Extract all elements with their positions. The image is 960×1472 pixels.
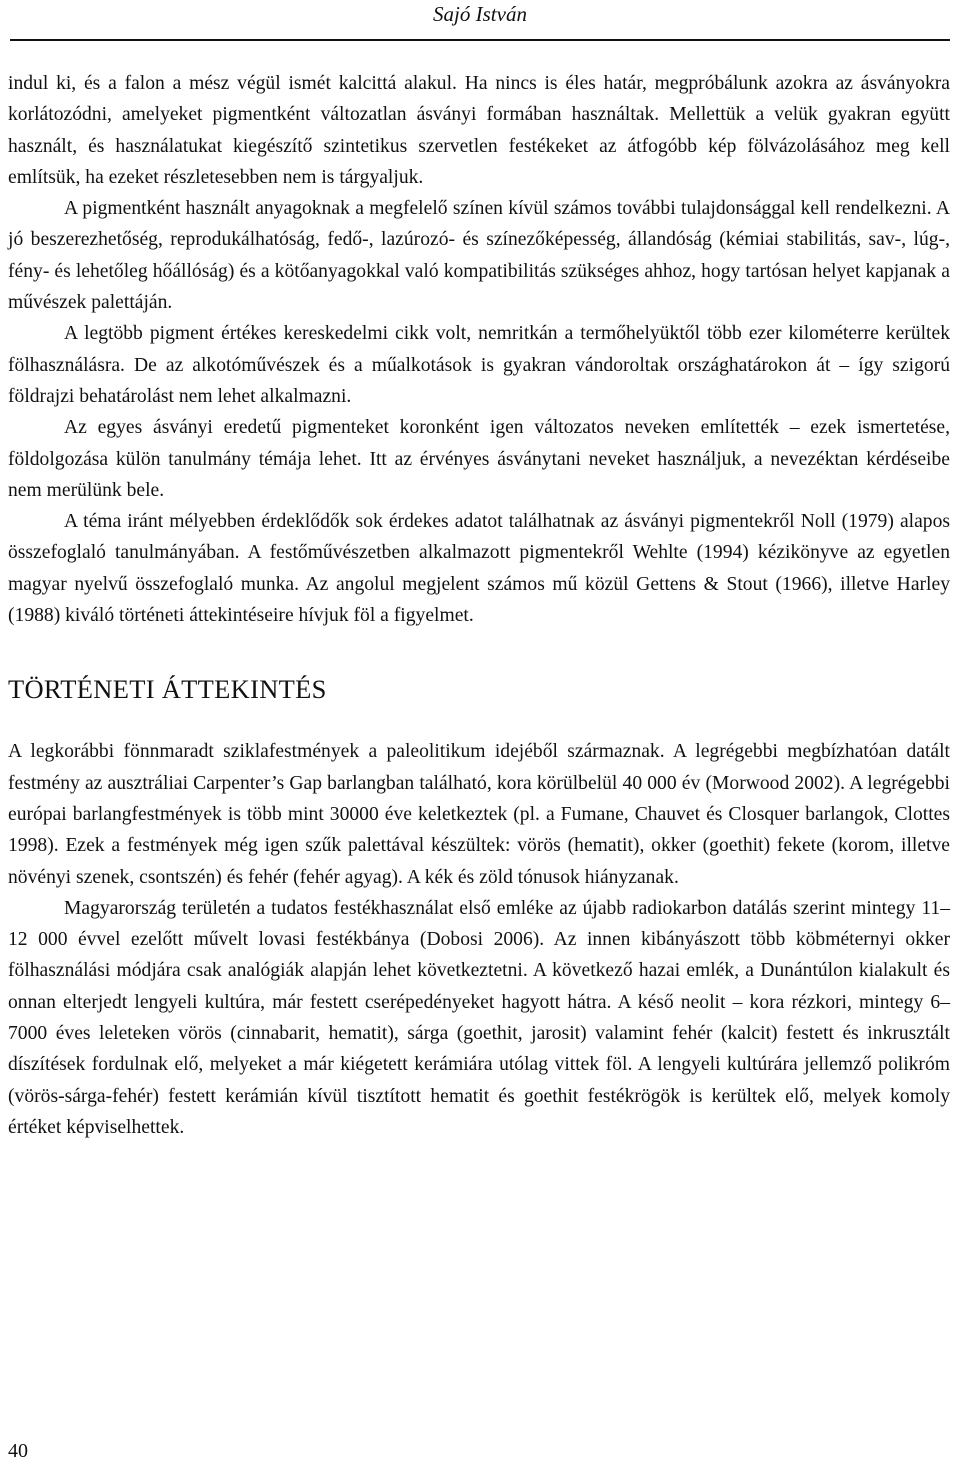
paragraph: A téma iránt mélyebben érdeklődők sok érdekes adatot találhatnak az ásványi pigmentekről Noll (1979) alapos összefoglaló tanulmányában. A festőművészetben alkalmazott pigmentekről Wehlte (1994) kézikönyve az egyetlen magyar nyelvű összefoglaló munka. Az angolul megjelent számos mű közül Gettens & Stout (1966), illetve Harley (1988) kiváló történeti áttekintéseire hívjuk föl a figyelmet. (8, 511, 950, 627)
paragraph: A legkorábbi fönnmaradt sziklafestmények a paleolitikum idejéből származnak. A legrégebbi megbízhatóan datált festmény az ausztráliai Carpenter’s Gap barlangban található, kora körülbelül 40 000 év (Morwood 2002). A legrégebbi európai barlangfestmények is több mint 30000 éve keletkeztek (pl. a Fumane, Chauvet és Closquer barlangok, Clottes 1998). Ezek a festmények még igen szűk palettával készültek: vörös (hematit), okker (goethit) fekete (korom, illetve növényi szenek, csontszén) és fehér (fehér agyag). A kék és zöld tónusok hiányzanak. (8, 741, 950, 888)
section-heading: TÖRTÉNETI ÁTTEKINTÉS (8, 674, 327, 705)
header-rule (10, 39, 950, 41)
paragraph: Az egyes ásványi eredetű pigmenteket koronként igen változatos neveken említették – ezek ismertetése, földolgozása külön tanulmány témája lehet. Itt az érvényes ásványtani neveket használjuk, a nevezéktan kérdéseibe nem merülünk bele. (8, 417, 950, 501)
page-number: 40 (8, 1440, 28, 1462)
paragraph: Magyarország területén a tudatos festékhasználat első emléke az újabb radiokarbon datálás szerint mintegy 11–12 000 évvel ezelőtt művelt lovasi festékbánya (Dobosi 2006). Az innen kibányászott több köbméternyi okker fölhasználási módjára csak analógiák alapján lehet következtetni. A következő hazai emlék, a Dunántúlon kialakult és onnan elterjedt lengyeli kultúra, már festett cserépedényeket hagyott hátra. A késő neolit – kora rézkori, mintegy 6–7000 éves leleteken vörös (cinnabarit, hematit), sárga (goethit, jarosit) valamint fehér (kalcit) festett és inkrusztált díszítések fordulnak elő, melyeket a már kiégetett kerámiára utólag vittek föl. A lengyeli kultúrára jellemző polikróm (vörös-sárga-fehér) festett kerámián kívül tisztított hematit és goethit festékrögök is kerültek elő, melyek komoly értéket képviselhettek. (8, 897, 950, 1138)
paragraph: indul ki, és a falon a mész végül ismét kalcittá alakul. Ha nincs is éles határ, megpróbálunk azokra az ásványokra korlátozódni, amelyeket pigmentként változatlan ásványi formában használtak. Mellettük a velük gyakran együtt használt, és használatukat kiegészítő szintetikus szervetlen festékeket az átfogóbb kép fölvázolásához meg kell említsük, ha ezeket részletesebben nem is tárgyaljuk. (8, 73, 950, 188)
paragraph: A pigmentként használt anyagoknak a megfelelő színen kívül számos további tulajdonsággal kell rendelkezni. A jó beszerezhetőség, reprodukálhatóság, fedő-, lazúrozó- és színezőképesség, állandóság (kémiai stabilitás, sav-, lúg-, fény- és lehetőleg hőállóság) és a kötőanyagokkal való kompatibilitás szükséges ahhoz, hogy tartósan helyet kapjanak a művészek palettáján. (8, 198, 950, 314)
paragraph: A legtöbb pigment értékes kereskedelmi cikk volt, nemritkán a termőhelyüktől több ezer kilométerre kerültek fölhasználásra. De az alkotóművészek és a műalkotások is gyakran vándoroltak országhatárokon át – így szigorú földrajzi behatárolást nem lehet alkalmazni. (8, 323, 950, 407)
page-body (8, 68, 950, 1143)
running-head-author: Sajó István (433, 2, 527, 26)
